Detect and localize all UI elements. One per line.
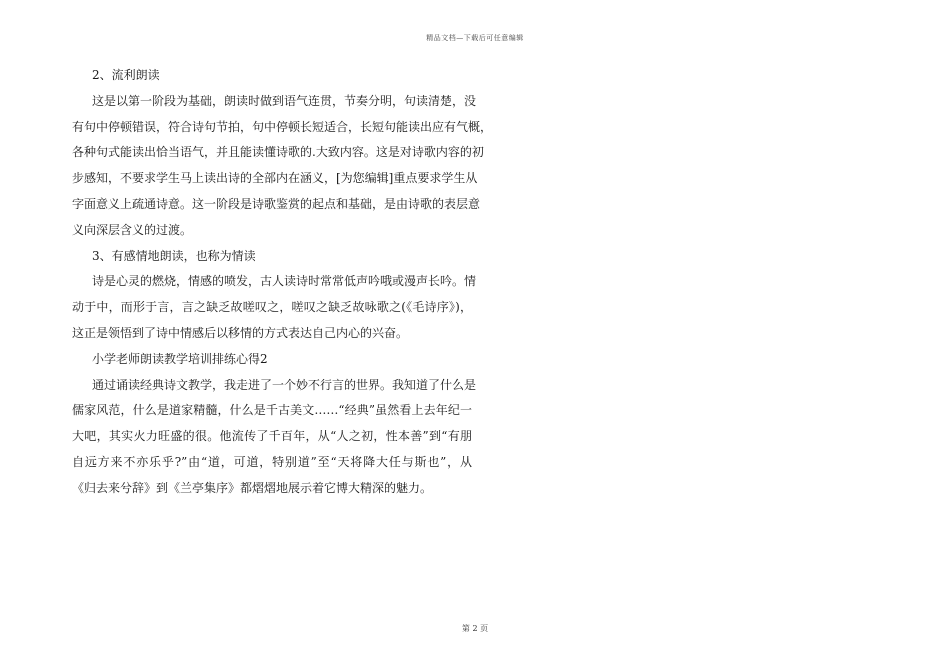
paragraph-line: 自远方来不亦乐乎?”由“道，可道，特别道”至“天将降大任与斯也”，从 (72, 454, 472, 469)
paragraph-line: 有句中停顿错误，符合诗句节拍，句中停顿长短适合，长短句能读出应有气概， (72, 119, 493, 134)
section-heading: 小学老师朗读教学培训排练心得2 (92, 351, 268, 366)
paragraph-line: 这是以第一阶段为基础，朗读时做到语气连贯，节奏分明，句读清楚，没 (92, 93, 477, 108)
document-header-note: 精品文档—下载后可任意编辑 (426, 34, 524, 42)
paragraph-line: 大吧，其实火力旺盛的很。他流传了千百年，从“人之初，性本善”到“有朋 (72, 429, 472, 444)
paragraph-line: 各种句式能读出恰当语气，并且能读懂诗歌的.大致内容。这是对诗歌内容的初 (72, 145, 484, 160)
section-heading: 3、有感情地朗读，也称为情读 (92, 248, 256, 263)
paragraph-line: 《归去来兮辞》到《兰亭集序》都熠熠地展示着它博大精深的魅力。 (72, 480, 433, 495)
page-number: 第 2 页 (461, 624, 489, 633)
paragraph-line: 动于中，而形于言，言之缺乏故嗟叹之，嗟叹之缺乏故咏歌之(《毛诗序》)， (72, 300, 472, 315)
document-body (72, 63, 493, 502)
paragraph-line: 诗是心灵的燃烧，情感的喷发，古人读诗时常常低声吟哦或漫声长吟。情 (92, 274, 477, 289)
paragraph-line: 字面意义上疏通诗意。这一阶段是诗歌鉴赏的起点和基础，是由诗歌的表层意 (72, 196, 481, 211)
paragraph-line: 义向深层含义的过渡。 (72, 222, 193, 237)
section-heading: 2、流利朗读 (92, 68, 160, 82)
paragraph-line: 这正是领悟到了诗中情感后以移情的方式表达自己内心的兴奋。 (72, 325, 409, 340)
paragraph-line: 通过诵读经典诗文教学，我走进了一个妙不行言的世界。我知道了什么是 (92, 377, 477, 392)
paragraph-line: 儒家风范，什么是道家精髓，什么是千古美文……“经典”虽然看上去年纪一 (72, 403, 472, 418)
paragraph-line: 步感知，不要求学生马上读出诗的全部内在涵义，[为您编辑]重点要求学生从 (72, 171, 478, 186)
